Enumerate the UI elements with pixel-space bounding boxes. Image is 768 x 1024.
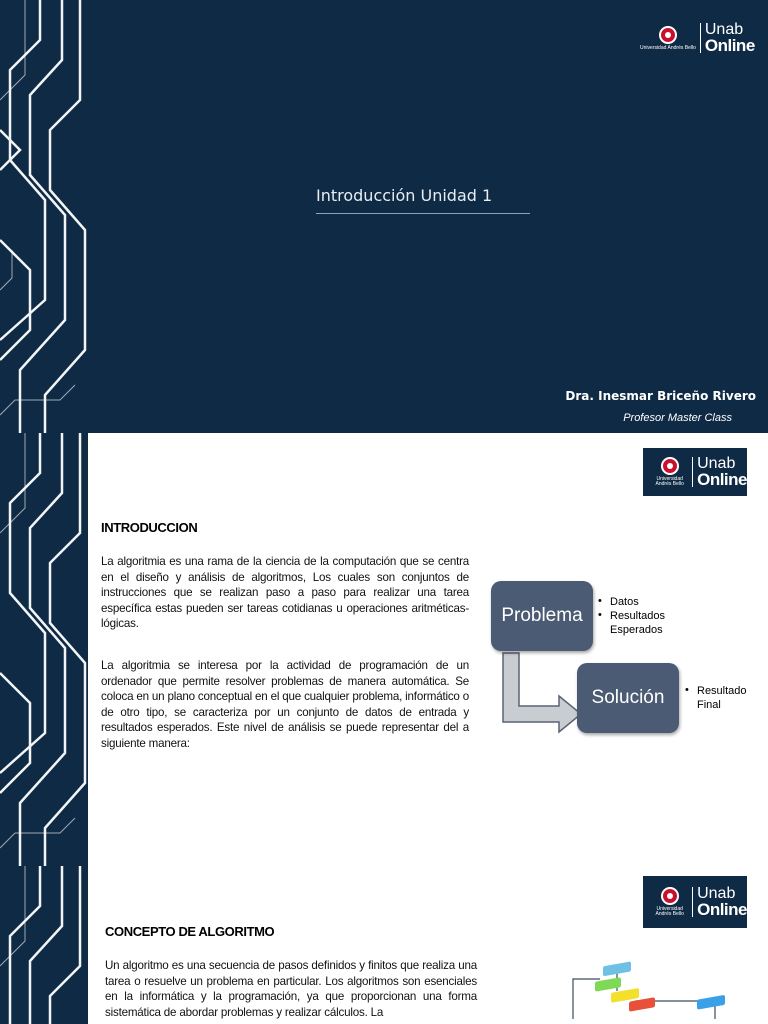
logo-university-text: Universidad Andrés Bello <box>655 906 684 917</box>
logo-brand-bottom: Online <box>697 470 747 489</box>
logo-brand-bottom: Online <box>704 36 755 55</box>
logo-brand-top: Unab <box>697 455 736 472</box>
decorative-sidebar <box>0 433 88 866</box>
section-heading: CONCEPTO DE ALGORITMO <box>105 924 275 939</box>
problem-bullet: • Resultados Esperados <box>598 609 678 637</box>
concept-paragraph: Un algoritmo es una secuencia de pasos definidos y finitos que realiza una tarea o resuelve un problema en particular. Los algoritmos son esenciales en la informática y la programación, ya que proporcionan una forma sistemática de abordar problemas y realizar cálculos. La <box>105 959 477 1019</box>
problem-bullet: • Datos <box>598 595 678 609</box>
slide-title <box>0 0 768 433</box>
flowchart-illustration-icon <box>565 961 745 1024</box>
logo-brand-top: Unab <box>697 885 736 902</box>
slide-introduction <box>0 433 768 866</box>
university-seal-icon <box>661 457 679 475</box>
decorative-lines <box>0 0 90 433</box>
logo-university-text: Universidad Andrés Bello <box>655 476 684 487</box>
university-seal-icon <box>661 887 679 905</box>
solution-bullet: • Resultado Final <box>685 684 765 712</box>
problem-bullets <box>598 595 678 637</box>
section-heading: INTRODUCCION <box>101 520 198 535</box>
slide-title-text: Introducción Unidad 1 <box>316 186 493 205</box>
logo-brand-bottom: Online <box>697 900 747 919</box>
slide-algorithm-concept <box>0 866 768 1024</box>
logo-brand-top: Unab <box>704 21 744 38</box>
unab-online-logo <box>643 876 747 928</box>
solution-box: Solución <box>577 663 679 733</box>
logo-separator <box>692 887 693 917</box>
logo-university-text: Universidad Andrés Bello <box>640 44 696 51</box>
title-underline <box>316 213 530 214</box>
problem-box: Problema <box>491 581 593 651</box>
logo-separator <box>692 457 693 487</box>
logo-separator <box>700 23 701 53</box>
author-role: Profesor Master Class <box>623 412 732 424</box>
author-name: Dra. Inesmar Briceño Rivero <box>565 389 756 403</box>
decorative-sidebar <box>0 866 88 1024</box>
unab-online-logo <box>643 448 747 496</box>
unab-online-logo <box>640 18 755 58</box>
solution-bullets <box>685 684 765 712</box>
intro-paragraph-2: La algoritmia se interesa por la actividad de programación de un ordenador que permite resolver problemas de manera automática. Se coloca en un plano conceptual en el que cualquier problema, informático o de otro tipo, se caracteriza por un conjunto de datos de entrada y resultados esperados. Este nivel de análisis se puede representar del a siguiente manera: <box>101 659 469 750</box>
intro-paragraph-1: La algoritmia es una rama de la ciencia de la computación que se centra en el diseño y análisis de algoritmos, Los cuales son conjuntos de instrucciones que se realizan paso a paso para realizar una tarea específica estas pueden ser tareas cotidianas u operaciones aritméticas-lógicas. <box>101 555 469 631</box>
university-seal-icon <box>659 26 677 44</box>
